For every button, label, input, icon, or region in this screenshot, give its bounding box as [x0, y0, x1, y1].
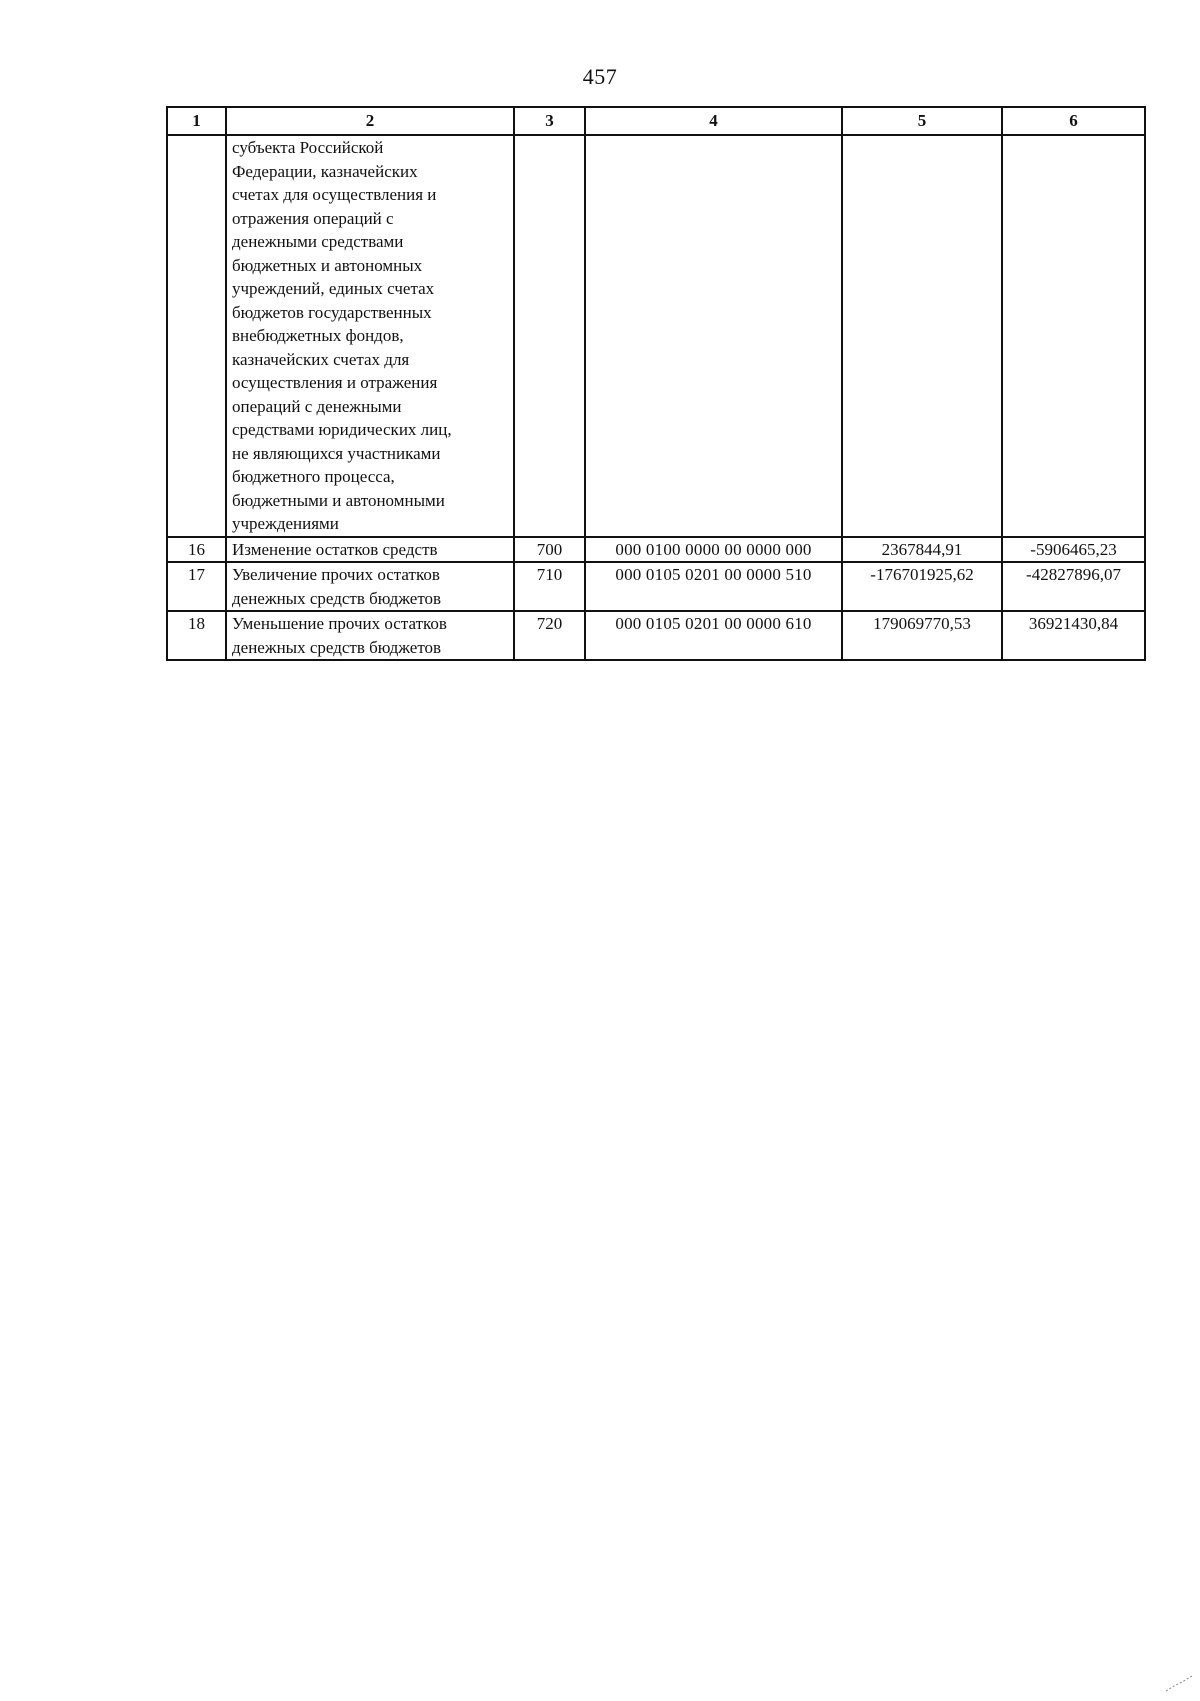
cell-kbk: 000 0105 0201 00 0000 510	[585, 562, 842, 611]
cell-val5	[842, 135, 1002, 537]
col-header-4: 4	[585, 107, 842, 135]
continuation-line: субъекта Российской	[232, 138, 384, 157]
continuation-line: не являющихся участниками	[232, 443, 441, 463]
continuation-line: казначейских счетах для	[232, 349, 410, 369]
continuation-line: средствами юридических лиц,	[232, 420, 452, 439]
table-row	[167, 562, 1145, 611]
continuation-line: бюджетных и автономных	[232, 255, 423, 275]
col-header-1: 1	[167, 107, 226, 135]
cell-num: 16	[167, 537, 226, 563]
cell-val6: -5906465,23	[1002, 537, 1145, 563]
cell-val6: 36921430,84	[1002, 611, 1145, 660]
continuation-line: денежными средствами	[232, 232, 404, 251]
continuation-line: осуществления и отражения	[232, 373, 438, 392]
continuation-line: бюджетного процесса,	[232, 467, 395, 486]
continuation-line: бюджетными и автономными	[232, 490, 445, 510]
cell-val5: 179069770,53	[842, 611, 1002, 660]
cell-num: 17	[167, 562, 226, 611]
table-row	[167, 537, 1145, 563]
budget-table	[166, 106, 1146, 661]
cell-code: 720	[514, 611, 585, 660]
page-number: 457	[582, 64, 618, 89]
cell-name: Изменение остатков средств	[226, 537, 514, 563]
cell-num: 18	[167, 611, 226, 660]
continuation-line: учреждениями	[232, 514, 339, 533]
cell-num	[167, 135, 226, 537]
cell-code: 710	[514, 562, 585, 611]
cell-name: Уменьшение прочих остатков денежных средств бюджетов	[226, 611, 514, 660]
cell-name: Увеличение прочих остатков денежных средств бюджетов	[226, 562, 514, 611]
cell-val6: -42827896,07	[1002, 562, 1145, 611]
continuation-line: отражения операций с	[232, 208, 394, 228]
col-header-3: 3	[514, 107, 585, 135]
continuation-line: Федерации, казначейских	[232, 161, 418, 181]
continuation-line: внебюджетных фондов,	[232, 326, 404, 345]
table-row-continuation	[167, 135, 1145, 537]
cell-code: 700	[514, 537, 585, 563]
cell-kbk: 000 0100 0000 00 0000 000	[585, 537, 842, 563]
col-header-6: 6	[1002, 107, 1145, 135]
table-row	[167, 611, 1145, 660]
cell-name-continuation	[226, 135, 514, 537]
continuation-line: операций с денежными	[232, 396, 402, 416]
col-header-2: 2	[226, 107, 514, 135]
cell-code	[514, 135, 585, 537]
header-row	[167, 107, 1145, 135]
cell-val5: -176701925,62	[842, 562, 1002, 611]
continuation-line: учреждений, единых счетах	[232, 279, 435, 298]
continuation-line: счетах для осуществления и	[232, 185, 437, 204]
continuation-line: бюджетов государственных	[232, 302, 432, 322]
cell-kbk: 000 0105 0201 00 0000 610	[585, 611, 842, 660]
scan-mark	[1164, 1673, 1194, 1693]
col-header-5: 5	[842, 107, 1002, 135]
cell-val6	[1002, 135, 1145, 537]
cell-val5: 2367844,91	[842, 537, 1002, 563]
cell-kbk	[585, 135, 842, 537]
